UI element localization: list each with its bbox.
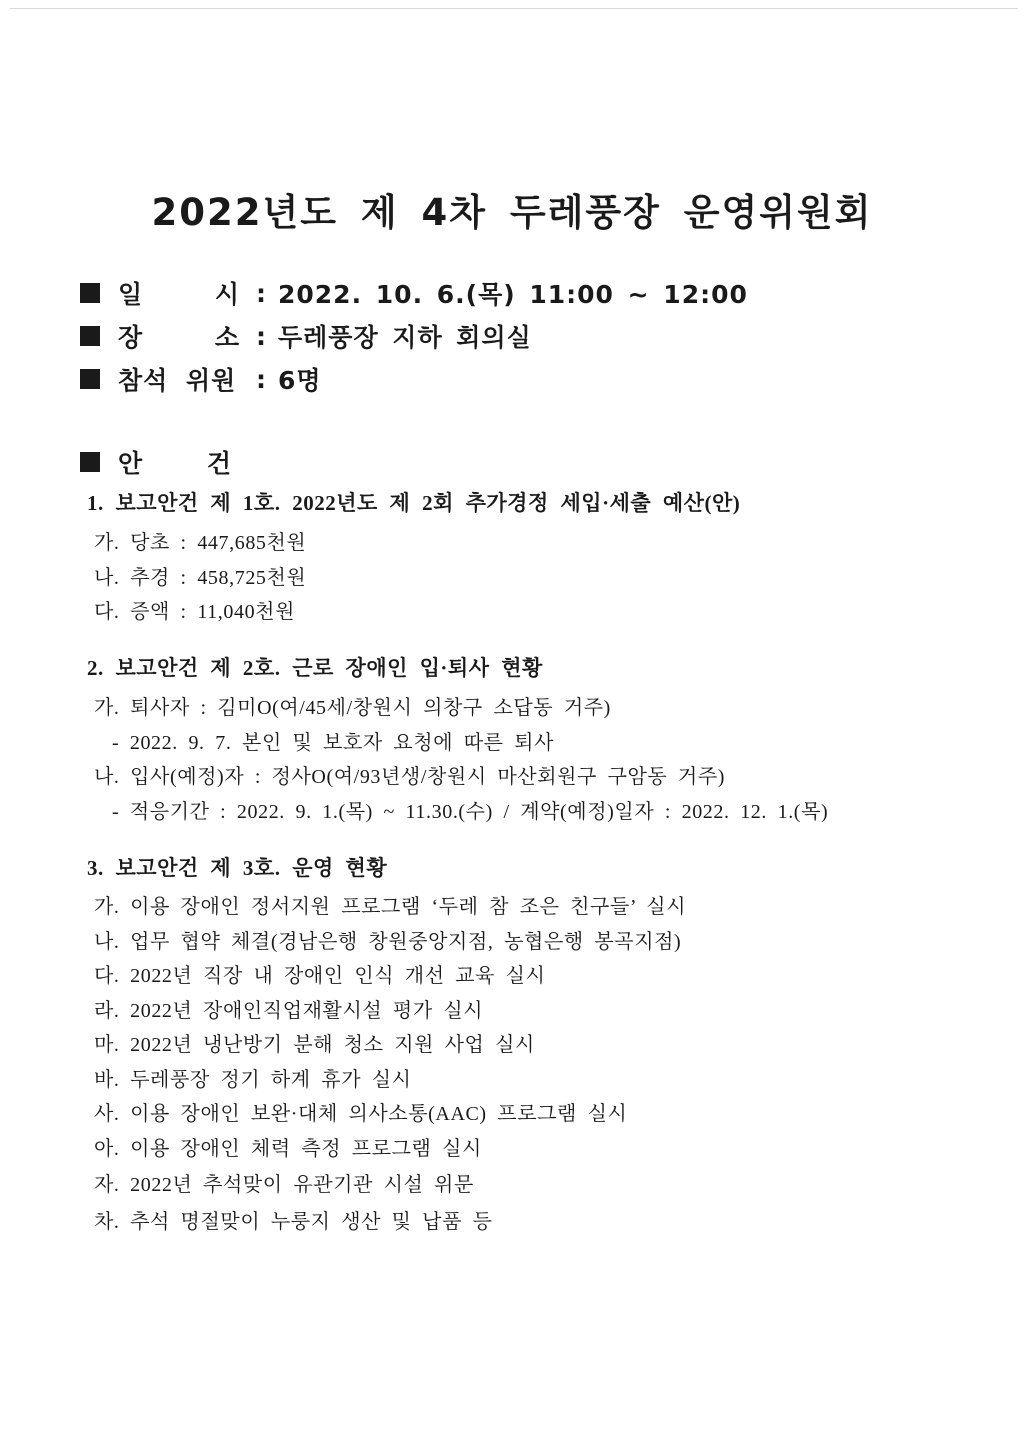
meta-label: 일 시: [118, 280, 241, 309]
agenda-item-2-line: 가. 퇴사자 : 김미O(여/45세/창원시 의창구 소답동 거주): [94, 697, 611, 719]
meta-row-attendees: [80, 361, 322, 397]
square-bullet-icon: [80, 452, 100, 472]
square-bullet-icon: [80, 326, 100, 346]
square-bullet-icon: [80, 283, 100, 303]
agenda-item-2-line: 나. 입사(예정)자 : 정사O(여/93년생/창원시 마산회원구 구암동 거주): [94, 766, 726, 788]
meta-value: 2022. 10. 6.(목) 11:00 ~ 12:00: [278, 280, 748, 309]
agenda-item-3-line: 다. 2022년 직장 내 장애인 인식 개선 교육 실시: [94, 965, 546, 987]
agenda-item-3-line: 자. 2022년 추석맞이 유관기관 시설 위문: [94, 1174, 474, 1196]
agenda-item-3-line: 라. 2022년 장애인직업재활시설 평가 실시: [94, 1000, 484, 1022]
meta-value: 6명: [278, 366, 322, 395]
meta-separator: :: [256, 278, 266, 308]
agenda-item-2-subline: - 적응기간 : 2022. 9. 1.(목) ~ 11.30.(수) / 계약(예정)일자 : 2022. 12. 1.(목): [112, 801, 829, 823]
scan-edge-line: [10, 8, 1018, 9]
document-title: 2022년도 제 4차 두레풍장 운영위원회: [151, 191, 873, 234]
agenda-item-2-heading: 2. 보고안건 제 2호. 근로 장애인 입·퇴사 현황: [87, 656, 543, 680]
agenda-heading-row: [80, 444, 233, 480]
square-bullet-icon: [80, 369, 100, 389]
meta-separator: :: [256, 364, 266, 394]
meta-row-datetime: [80, 275, 748, 311]
agenda-item-2-subline: - 2022. 9. 7. 본인 및 보호자 요청에 따른 퇴사: [112, 732, 555, 754]
agenda-item-3-line: 마. 2022년 냉난방기 분해 청소 지원 사업 실시: [94, 1034, 535, 1056]
meta-value: 두레풍장 지하 회의실: [278, 323, 532, 352]
agenda-item-1-line: 나. 추경 : 458,725천원: [94, 567, 307, 589]
agenda-item-3-heading: 3. 보고안건 제 3호. 운영 현황: [87, 856, 388, 880]
agenda-item-1-line: 다. 증액 : 11,040천원: [94, 601, 296, 623]
meta-row-place: [80, 318, 532, 354]
agenda-item-1-line: 가. 당초 : 447,685천원: [94, 532, 307, 554]
agenda-item-3-line: 바. 두레풍장 정기 하계 휴가 실시: [94, 1069, 412, 1091]
agenda-item-3-line: 차. 추석 명절맞이 누룽지 생산 및 납품 등: [94, 1211, 493, 1233]
meta-separator: :: [256, 321, 266, 351]
agenda-item-3-line: 아. 이용 장애인 체력 측정 프로그램 실시: [94, 1138, 482, 1160]
agenda-item-1-heading: 1. 보고안건 제 1호. 2022년도 제 2회 추가경정 세입·세출 예산(안): [87, 491, 741, 515]
agenda-item-3-line: 나. 업무 협약 체결(경남은행 창원중앙지점, 농협은행 봉곡지점): [94, 931, 682, 953]
agenda-item-3-line: 가. 이용 장애인 정서지원 프로그램 ‘두레 참 조은 친구들’ 실시: [94, 896, 687, 918]
agenda-heading: 안 건: [118, 449, 234, 478]
meta-label: 장 소: [118, 323, 241, 352]
meta-label: 참석 위원: [118, 366, 237, 395]
agenda-item-3-line: 사. 이용 장애인 보완·대체 의사소통(AAC) 프로그램 실시: [94, 1103, 628, 1125]
